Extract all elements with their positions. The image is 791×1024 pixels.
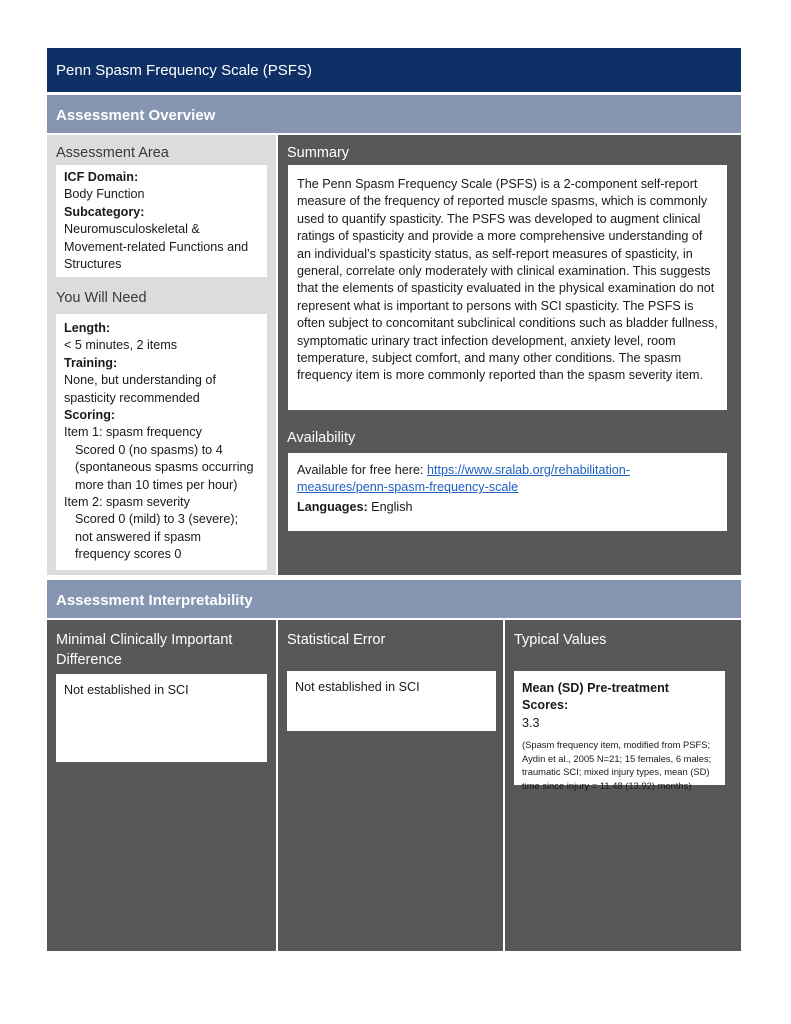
mcid-box [56, 674, 267, 762]
training-value: None, but understanding of spasticity recommended [64, 373, 216, 405]
scoring-item-2-detail: Scored 0 (mild) to 3 (severe); not answered if spasm frequency scores 0 [75, 512, 239, 562]
scoring-item-2: Item 2: spasm severity [64, 495, 190, 510]
statistical-error-heading: Statistical Error [287, 632, 386, 648]
subcategory-label: Subcategory: [64, 204, 145, 219]
mcid-text: Not established in SCI [64, 683, 189, 697]
availability-intro: Available for free here: [297, 463, 427, 477]
typical-values-box [514, 671, 725, 791]
summary-heading: Summary [287, 145, 350, 161]
assessment-overview-heading: Assessment Overview [47, 95, 741, 133]
scoring-label: Scoring: [64, 408, 116, 423]
typical-values-value: 3.3 [522, 715, 540, 730]
you-will-need-box [56, 314, 267, 570]
page-title: Penn Spasm Frequency Scale (PSFS) [47, 48, 741, 92]
typical-values-note: (Spasm frequency item, modified from PSFS; Aydin et al., 2005 N=21; 15 females, 6 males; traumatic SCI; mixed injury types, mean (SD) time since injury = 11.48 (13.92) months) [522, 739, 712, 791]
languages-label: Languages: [297, 499, 368, 514]
you-will-need-heading: You Will Need [56, 290, 147, 306]
length-label: Length: [64, 321, 111, 335]
training-label: Training: [64, 355, 118, 370]
assessment-area-heading: Assessment Area [56, 145, 169, 161]
summary-text: The Penn Spasm Frequency Scale (PSFS) is a 2-component self-report measure of the frequency of reported muscle spasms, which is commonly used to quantify spasticity. The PSFS was developed to augment clinical ratings of spasticity and provide a more comprehensive understanding of an individual’s spasticity status, as self-report measures of spasticity, in general, correlate only moderately with clinical examination. This suggests that the elements of spasticity evaluated in the physical examination do not represent what is important to persons with SCI spasticity. The PSFS is often subject to concomitant subclinical conditions such as bladder fullness, symptomatic urinary tract infection development, anxiety level, room temperature, subject comfort, and many other conditions. The spasm frequency item is more commonly reported than the spasm severity item. [297, 177, 718, 383]
icf-domain-label: ICF Domain: [64, 170, 139, 184]
subcategory-value: Neuromusculoskeletal & Movement-related Functions and Structures [64, 222, 249, 272]
column-divider [276, 620, 278, 951]
availability-link[interactable]: https://www.sralab.org/rehabilitation-measures/penn-spasm-frequency-scale [297, 463, 630, 495]
typical-values-heading: Typical Values [514, 632, 607, 648]
typical-values-label: Mean (SD) Pre-treatment Scores: [522, 681, 669, 713]
column-divider [503, 620, 505, 951]
availability-box [288, 453, 727, 531]
icf-domain-value: Body Function [64, 187, 145, 202]
summary-box [288, 165, 727, 410]
languages-value: English [367, 499, 413, 514]
mcid-heading: Minimal Clinically Important Difference [56, 632, 233, 668]
assessment-interpretability-heading: Assessment Interpretability [47, 580, 741, 618]
assessment-area-box [56, 165, 267, 277]
scoring-item-1: Item 1: spasm frequency [64, 425, 202, 440]
scoring-item-1-detail: Scored 0 (no spasms) to 4 (spontaneous spasms occurring more than 10 times per hour) [75, 442, 254, 492]
availability-heading: Availability [287, 430, 356, 446]
statistical-error-box [287, 671, 496, 731]
length-value: < 5 minutes, 2 items [64, 338, 178, 353]
statistical-error-text: Not established in SCI [295, 680, 420, 694]
